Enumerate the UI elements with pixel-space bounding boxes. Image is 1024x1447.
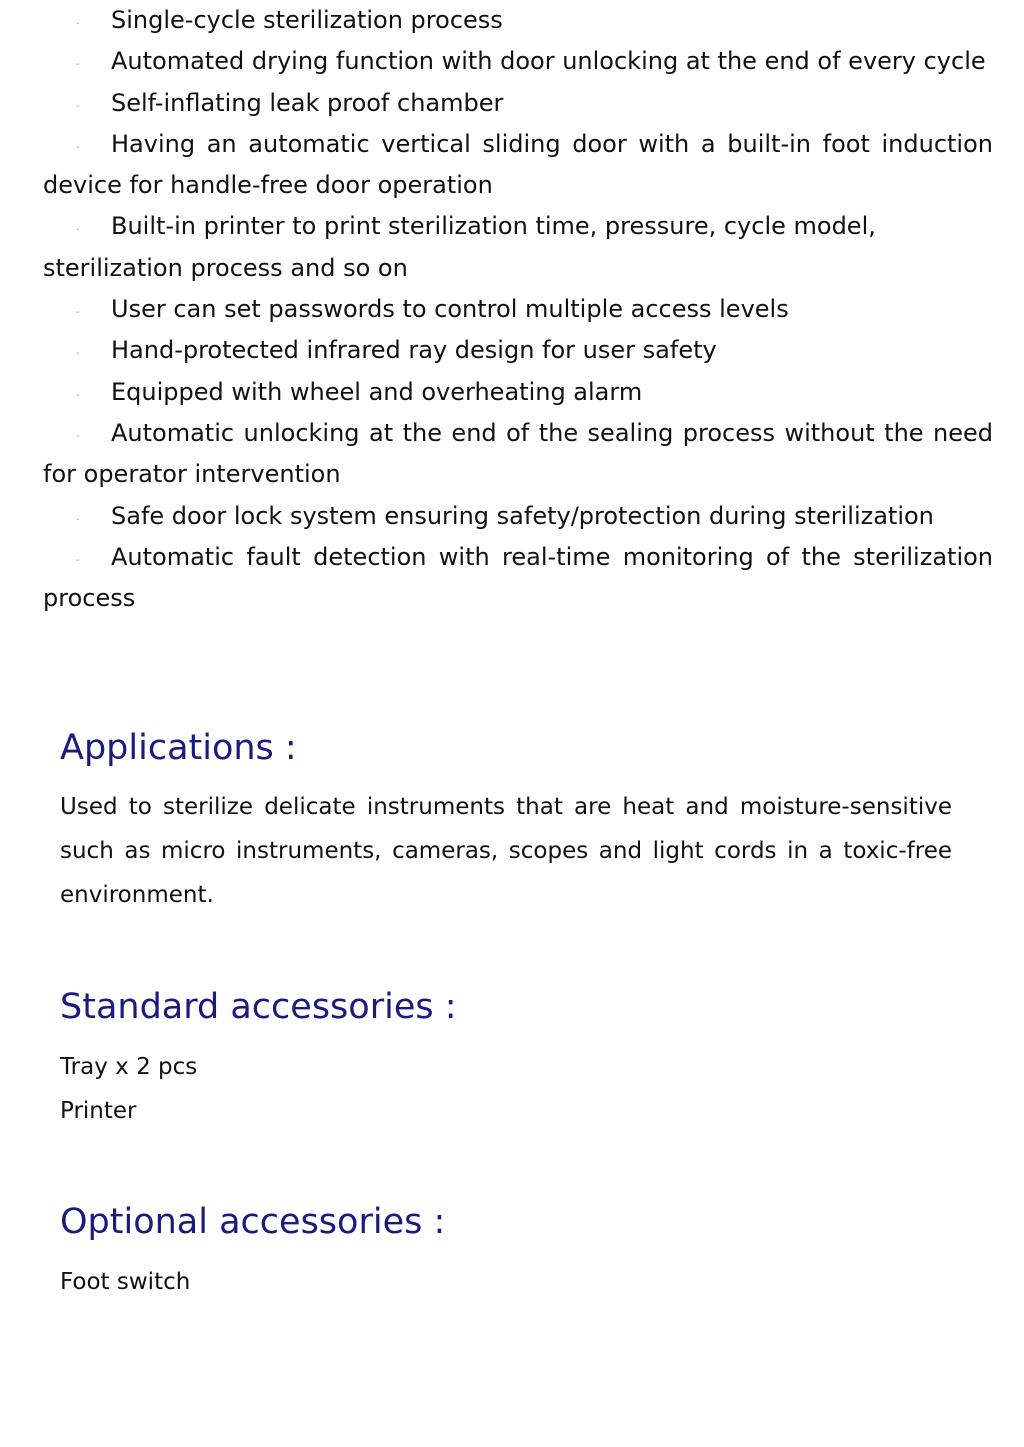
bullet-icon: - xyxy=(76,59,80,71)
bullet-icon: - xyxy=(76,389,80,401)
bullet-icon: - xyxy=(76,141,80,153)
feature-item xyxy=(43,330,993,371)
feature-text: User can set passwords to control multiple access levels xyxy=(111,295,789,324)
bullet-icon: - xyxy=(76,348,80,360)
accessory-item: Tray x 2 pcs xyxy=(60,1054,198,1080)
feature-text: Hand-protected infrared ray design for user safety xyxy=(111,336,717,365)
optional-accessories-list xyxy=(60,1260,952,1304)
bullet-icon: - xyxy=(76,307,80,319)
standard-accessories-list xyxy=(60,1045,952,1133)
feature-text: Having an automatic vertical sliding door with a built-in foot induction device for handle-free door operation xyxy=(43,129,993,200)
feature-item xyxy=(43,124,993,207)
applications-heading: Applications : xyxy=(60,728,297,768)
feature-text: Built-in printer to print sterilization time, pressure, cycle model, sterilization process and so on xyxy=(43,212,876,282)
feature-item xyxy=(43,372,993,413)
bullet-icon: - xyxy=(76,100,80,112)
feature-item xyxy=(43,496,993,537)
feature-item xyxy=(43,41,993,82)
feature-text: Automatic unlocking at the end of the sealing process without the need for operator intervention xyxy=(43,418,993,489)
feature-item xyxy=(43,413,993,496)
optional-accessories-heading: Optional accessories : xyxy=(60,1202,446,1242)
standard-accessories-heading: Standard accessories : xyxy=(60,987,457,1027)
bullet-icon: - xyxy=(76,554,80,566)
accessory-item: Foot switch xyxy=(60,1269,191,1295)
feature-text: Equipped with wheel and overheating alarm xyxy=(111,377,643,406)
bullet-icon: - xyxy=(76,513,80,525)
feature-item xyxy=(43,206,993,289)
bullet-icon: - xyxy=(76,224,80,236)
bullet-icon: - xyxy=(76,430,80,442)
feature-item xyxy=(43,83,993,124)
feature-text: Automatic fault detection with real-time monitoring of the sterilization process xyxy=(43,542,993,613)
feature-item xyxy=(43,289,993,330)
applications-text: Used to sterilize delicate instruments that are heat and moisture-sensitive such as micro instruments, cameras, scopes and light cords in a toxic-free environment. xyxy=(60,794,952,908)
accessory-item: Printer xyxy=(60,1098,137,1124)
feature-text: Safe door lock system ensuring safety/protection during sterilization xyxy=(111,501,934,530)
feature-item xyxy=(43,0,993,41)
feature-list xyxy=(43,0,993,619)
bullet-icon: - xyxy=(76,18,80,29)
feature-item xyxy=(43,537,993,620)
feature-text: Automated drying function with door unlocking at the end of every cycle xyxy=(111,47,986,76)
feature-text: Self-inflating leak proof chamber xyxy=(111,88,504,117)
feature-text: Single-cycle sterilization process xyxy=(111,6,503,34)
